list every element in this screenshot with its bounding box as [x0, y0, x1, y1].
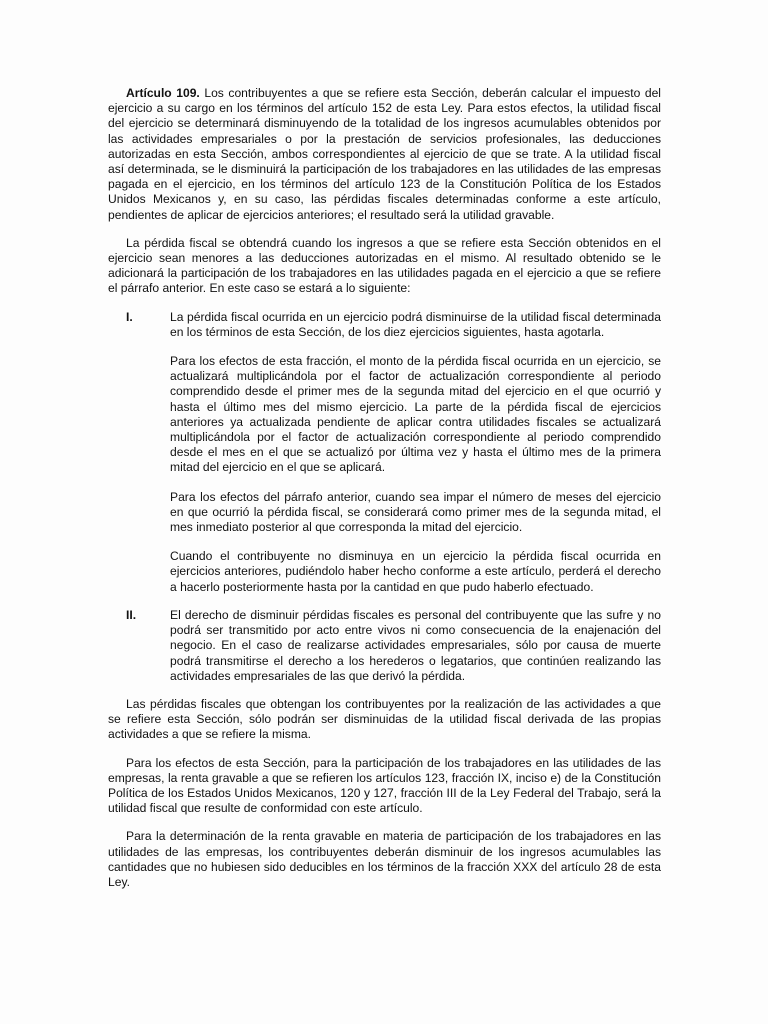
fraction-numeral: II. [126, 607, 137, 622]
paragraph-taxable-income: Para la determinación de la renta gravable en materia de participación de los trabajadores en las utilidades de las empresas, los contribuyentes deberán disminuir de los ingresos acumulables las cantidades que no hubiesen sido deducibles en los términos de la fracción XXX del artículo 28 de esta Ley. [108, 829, 661, 889]
paragraph-loss-limit: Las pérdidas fiscales que obtengan los contribuyentes por la realización de las actividades a que se refiere esta Sección, sólo podrán ser disminuidas de la utilidad fiscal derivada de las propias actividades a que se refiere la misma. [108, 696, 661, 742]
fraction-paragraph: Cuando el contribuyente no disminuya en un ejercicio la pérdida fiscal ocurrida en ejercicios anteriores, pudiéndolo haber hecho conforme a este artículo, perderá el derecho a hacerlo posteriormente hasta por la cantidad en que pudo haberlo efectuado. [170, 549, 661, 594]
article-paragraph [108, 86, 661, 223]
document-body [108, 86, 661, 890]
list-item-fraction-i [108, 310, 661, 595]
fraction-paragraph: Para los efectos del párrafo anterior, cuando sea impar el número de meses del ejercicio en que ocurrió la pérdida fiscal, se considerará como primer mes de la segunda mitad, el mes inmediato posterior al que corresponda la mitad del ejercicio. [170, 489, 661, 535]
fraction-numeral: I. [126, 309, 133, 324]
fraction-paragraph: El derecho de disminuir pérdidas fiscales es personal del contribuyente que las sufre y no podrá ser transmitido por acto entre vivos ni como consecuencia de la enajenación del negocio. En el caso de realizarse actividades empresariales, sólo por causa de muerte podrá transmitirse el derecho a los herederos o legatarios, que continúen realizando las actividades empresariales de las que derivó la pérdida. [170, 607, 661, 683]
paragraph-profit-sharing: Para los efectos de esta Sección, para la participación de los trabajadores en las utilidades de las empresas, la renta gravable a que se refieren los artículos 123, fracción IX, inciso e) de la Constitución Política de los Estados Unidos Mexicanos, 120 y 127, fracción III de la Ley Federal del Trabajo, será la utilidad fiscal que resulte de conformidad con este artículo. [108, 755, 661, 816]
fraction-paragraph: La pérdida fiscal ocurrida en un ejercicio podrá disminuirse de la utilidad fiscal determinada en los términos de esta Sección, de los diez ejercicios siguientes, hasta agotarla. [170, 309, 661, 339]
fraction-paragraph: Para los efectos de esta fracción, el monto de la pérdida fiscal ocurrida en un ejercicio, se actualizará multiplicándola por el factor de actualización correspondiente al periodo comprendido desde el primer mes de la segunda mitad del ejercicio en el que ocurrió y hasta el último mes del mismo ejercicio. La parte de la pérdida fiscal de ejercicios anteriores ya actualizada pendiente de aplicar contra utilidades fiscales se actualizará multiplicándola por el factor de actualización correspondiente al periodo comprendido desde el mes en el que se actualizó por última vez y hasta el último mes de la primera mitad del ejercicio en el que se aplicará. [170, 354, 661, 475]
paragraph-loss-definition: La pérdida fiscal se obtendrá cuando los ingresos a que se refiere esta Sección obtenidos en el ejercicio sean menores a las deducciones autorizadas en el mismo. Al resultado obtenido se le adicionará la participación de los trabajadores en las utilidades pagada en el ejercicio a que se refiere el párrafo anterior. En este caso se estará a lo siguiente: [108, 235, 661, 296]
list-item-fraction-ii [108, 608, 661, 684]
article-title: Artículo 109. [126, 86, 200, 100]
article-intro-text: Los contribuyentes a que se refiere esta Sección, deberán calcular el impuesto del ejercicio a su cargo en los términos del artículo 152 de esta Ley. Para estos efectos, la utilidad fiscal del ejercicio se determinará disminuyendo de la totalidad de los ingresos acumulables obtenidos por las actividades empresariales o por la prestación de servicios profesionales, las deducciones autorizadas en esta Sección, ambos correspondientes al ejercicio de que se trate. A la utilidad fiscal así determinada, se le disminuirá la participación de los trabajadores en las utilidades de las empresas pagada en el ejercicio, en los términos del artículo 123 de la Constitución Política de los Estados Unidos Mexicanos y, en su caso, las pérdidas fiscales determinadas conforme a este artículo, pendientes de aplicar de ejercicios anteriores; el resultado será la utilidad gravable. [108, 86, 661, 222]
